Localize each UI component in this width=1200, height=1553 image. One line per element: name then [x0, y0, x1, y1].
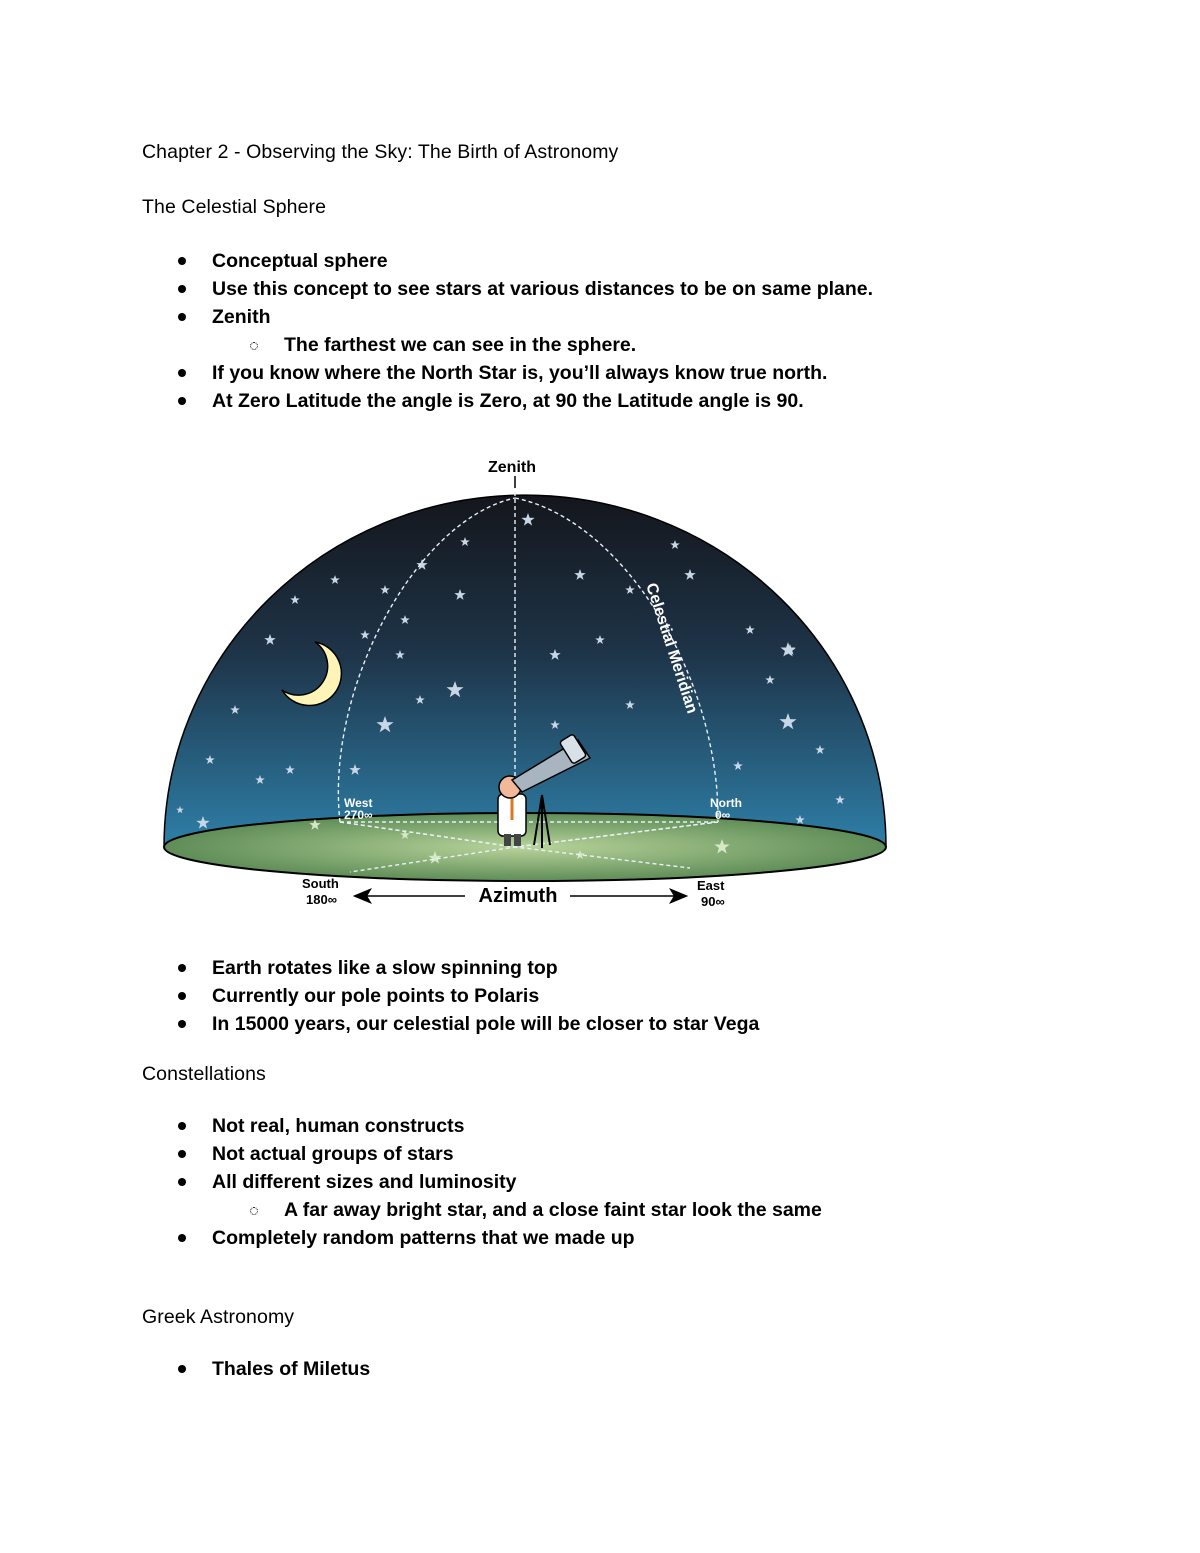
bullet-icon: [178, 1178, 186, 1186]
greek-astronomy-list: [0, 1355, 370, 1383]
bullet-icon: [178, 397, 186, 405]
list-item: All different sizes and luminosity: [0, 1168, 822, 1196]
list-item: If you know where the North Star is, you’ll always know true north.: [0, 359, 873, 387]
list-item: Use this concept to see stars at various distances to be on same plane.: [0, 275, 873, 303]
sub-bullet-icon: [250, 1207, 258, 1215]
celestial-sphere-list: [0, 247, 873, 415]
list-item: Completely random patterns that we made up: [0, 1224, 822, 1252]
bullet-icon: [178, 1020, 186, 1028]
list-item: Zenith: [0, 303, 873, 331]
sub-list-item: The farthest we can see in the sphere.: [0, 331, 873, 359]
bullet-icon: [178, 992, 186, 1000]
page-title: Chapter 2 - Observing the Sky: The Birth of Astronomy: [142, 141, 619, 163]
zenith-label: Zenith: [488, 459, 536, 476]
north-label: North: [710, 796, 742, 810]
bullet-icon: [178, 1122, 186, 1130]
north-degree: 0∞: [715, 808, 731, 822]
list-item: In 15000 years, our celestial pole will be closer to star Vega: [0, 1010, 759, 1038]
south-label: South: [302, 876, 339, 891]
west-label: West: [344, 796, 373, 810]
azimuth-label: Azimuth: [478, 885, 558, 907]
bullet-icon: [178, 1234, 186, 1242]
list-item: Currently our pole points to Polaris: [0, 982, 759, 1010]
south-degree: 180∞: [306, 892, 337, 907]
bullet-icon: [178, 369, 186, 377]
section-heading-celestial-sphere: The Celestial Sphere: [142, 196, 327, 218]
bullet-icon: [178, 964, 186, 972]
bullet-icon: [178, 257, 186, 265]
section-heading-constellations: Constellations: [142, 1063, 266, 1085]
list-item: Conceptual sphere: [0, 247, 873, 275]
bullet-icon: [178, 313, 186, 321]
meridian-label: Celestial Meridian: [642, 580, 701, 716]
list-item: Not real, human constructs: [0, 1112, 822, 1140]
east-label: East: [697, 878, 725, 893]
bullet-icon: [178, 1365, 186, 1373]
sub-bullet-icon: [250, 342, 258, 350]
rotation-list: [0, 954, 759, 1038]
list-item: Thales of Miletus: [0, 1355, 370, 1383]
west-degree: 270∞: [344, 808, 373, 822]
celestial-sphere-svg: [160, 450, 890, 920]
bullet-icon: [178, 1150, 186, 1158]
list-item: Not actual groups of stars: [0, 1140, 822, 1168]
section-heading-greek-astronomy: Greek Astronomy: [142, 1306, 295, 1328]
sub-list-item: A far away bright star, and a close faint star look the same: [0, 1196, 822, 1224]
east-degree: 90∞: [701, 894, 725, 909]
observer-leg: [504, 834, 511, 846]
celestial-sphere-diagram: [160, 450, 890, 920]
bullet-icon: [178, 285, 186, 293]
sky-dome: [164, 495, 886, 847]
list-item: Earth rotates like a slow spinning top: [0, 954, 759, 982]
observer-leg: [514, 834, 521, 846]
list-item: At Zero Latitude the angle is Zero, at 90 the Latitude angle is 90.: [0, 387, 873, 415]
constellations-list: [0, 1112, 822, 1252]
